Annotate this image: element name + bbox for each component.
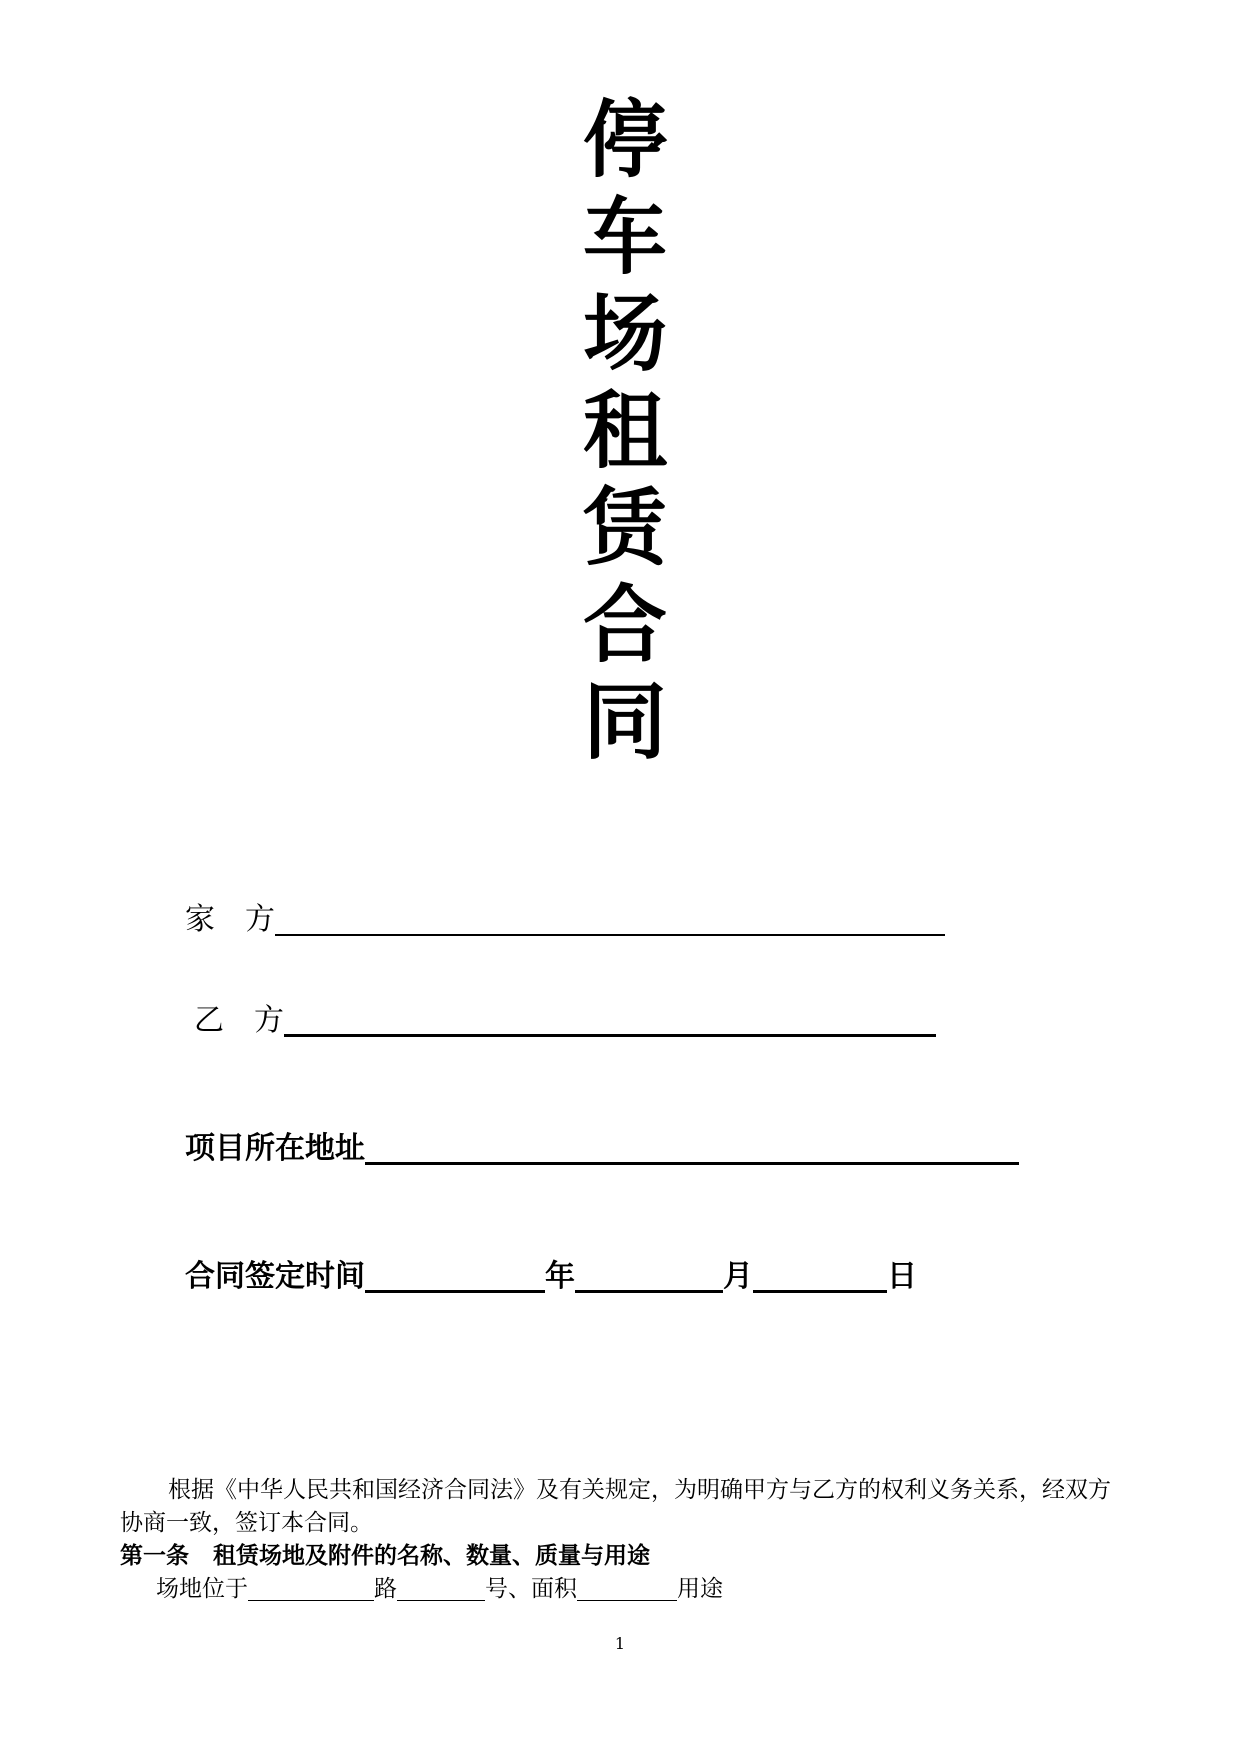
- party-b-field: [194, 1000, 936, 1041]
- day-blank[interactable]: [753, 1256, 887, 1293]
- month-label: 月: [723, 1259, 753, 1294]
- intro-paragraph: 根据《中华人民共和国经济合同法》及有关规定，为明确甲方与乙方的权利义务关系，经双方协商一致，签订本合同。: [120, 1477, 1111, 1536]
- site-prefix: 场地位于: [156, 1576, 248, 1602]
- year-label: 年: [545, 1259, 575, 1294]
- road-label: 路: [374, 1576, 397, 1602]
- article-1-title: 租赁场地及附件的名称、数量、质量与用途: [213, 1543, 650, 1569]
- number-area-label: 号、面积: [485, 1576, 577, 1602]
- title-char: 赁: [582, 479, 667, 577]
- party-b-blank[interactable]: [284, 1000, 936, 1037]
- party-a-field: [185, 900, 945, 940]
- page-number: 1: [614, 1634, 626, 1653]
- title-char: 车: [582, 188, 667, 286]
- address-blank[interactable]: [365, 1128, 1019, 1165]
- title-char: 同: [582, 673, 667, 771]
- address-field: [185, 1128, 1019, 1169]
- contract-title: [570, 92, 680, 771]
- sign-date-field: [185, 1256, 917, 1297]
- party-a-label: 家 方: [185, 902, 275, 937]
- area-blank[interactable]: [577, 1574, 677, 1601]
- road-number-blank[interactable]: [397, 1574, 485, 1601]
- sign-date-label: 合同签定时间: [185, 1259, 365, 1294]
- address-label: 项目所在地址: [185, 1131, 365, 1166]
- day-label: 日: [887, 1259, 917, 1294]
- party-a-blank[interactable]: [275, 900, 945, 936]
- year-blank[interactable]: [365, 1256, 545, 1293]
- site-location-line: [156, 1573, 723, 1606]
- title-char: 场: [582, 285, 667, 383]
- title-char: 合: [582, 576, 667, 674]
- title-char: 停: [582, 91, 667, 189]
- article-1-heading: [120, 1540, 650, 1573]
- party-b-label: 乙 方: [194, 1003, 284, 1038]
- month-blank[interactable]: [575, 1256, 723, 1293]
- use-label: 用途: [677, 1576, 723, 1602]
- article-1-number: 第一条: [120, 1543, 189, 1569]
- title-char: 租: [582, 382, 667, 480]
- site-blank[interactable]: [248, 1574, 374, 1601]
